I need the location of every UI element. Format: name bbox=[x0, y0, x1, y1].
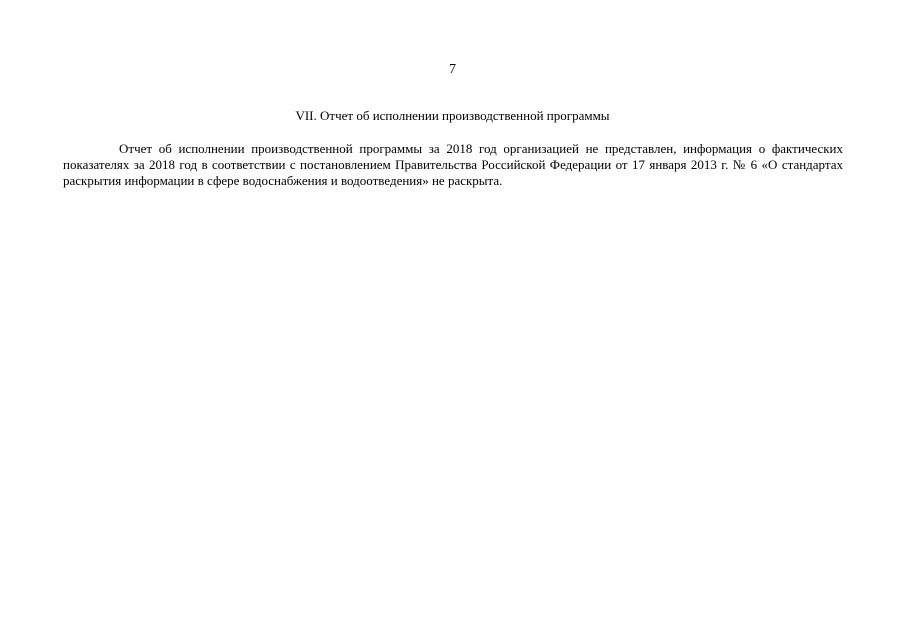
section-title: VII. Отчет об исполнении производственной программы bbox=[295, 108, 610, 123]
body-paragraph: Отчет об исполнении производственной программы за 2018 год организацией не представлен, информация о фактических показателях за 2018 год в соответствии с постановлением Правительства Российской Федерации от 17 января 2013 г. № 6 «О стандартах раскрытия информации в сфере водоснабжения и водоотведения» не раскрыта. bbox=[63, 141, 843, 188]
page-number: 7 bbox=[449, 62, 456, 77]
